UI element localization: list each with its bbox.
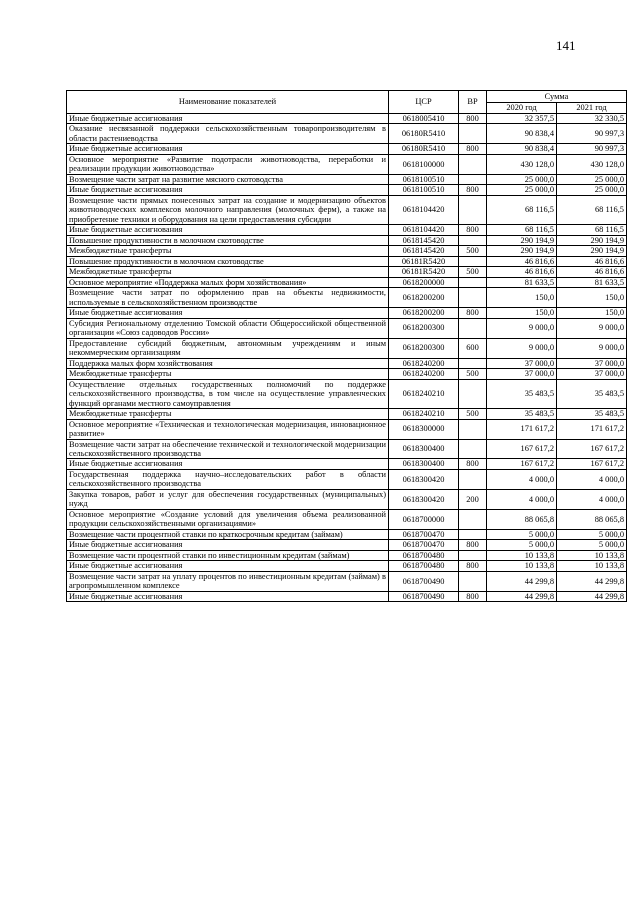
row-sum-2021: 35 483,5 [557,379,627,408]
row-sum-2020: 25 000,0 [487,174,557,184]
row-sum-2021: 290 194,9 [557,235,627,245]
row-vr: 500 [459,246,487,256]
table-row [67,469,627,489]
row-name: Поддержка малых форм хозяйствования [67,358,389,368]
row-sum-2021: 167 617,2 [557,459,627,469]
row-sum-2021: 290 194,9 [557,246,627,256]
table-row [67,256,627,266]
row-name: Возмещение части затрат на развитие мясного скотоводства [67,174,389,184]
row-sum-2020: 46 816,6 [487,267,557,277]
row-name: Возмещение части прямых понесенных затрат на создание и модернизацию объектов животноводческих комплексов молочного направления (молочных ферм), а также на приобретение техники и оборудования на цели предоставления субсидии [67,195,389,224]
row-name: Возмещение части затрат по оформлению прав на объекты недвижимости, используемые в сельскохозяйственном производстве [67,288,389,308]
row-sum-2020: 68 116,5 [487,195,557,224]
table-row [67,561,627,571]
row-vr: 800 [459,185,487,195]
row-csr: 0618200200 [389,288,459,308]
row-sum-2021: 90 997,3 [557,144,627,154]
table-row [67,369,627,379]
table-row [67,459,627,469]
row-csr: 0618300420 [389,469,459,489]
row-name: Иные бюджетные ассигнования [67,308,389,318]
row-csr: 0618240210 [389,379,459,408]
row-csr: 0618200000 [389,277,459,287]
row-csr: 0618700490 [389,591,459,601]
row-name: Государственная поддержка научно–исследовательских работ в области сельскохозяйственного производства [67,469,389,489]
row-vr: 800 [459,144,487,154]
row-sum-2021: 46 816,6 [557,256,627,266]
table-row [67,439,627,459]
row-csr: 0618700480 [389,561,459,571]
row-sum-2021: 5 000,0 [557,540,627,550]
row-sum-2020: 167 617,2 [487,439,557,459]
row-csr: 0618700000 [389,509,459,529]
table-row [67,529,627,539]
row-csr: 0618200300 [389,338,459,358]
table-row [67,288,627,308]
row-sum-2020: 81 633,5 [487,277,557,287]
row-csr: 06181R5420 [389,267,459,277]
row-name: Основное мероприятие «Создание условий для увеличения объема реализованной продукции сельскохозяйственными организациями» [67,509,389,529]
row-csr: 0618300420 [389,489,459,509]
table-row [67,338,627,358]
table-row [67,185,627,195]
row-csr: 0618145420 [389,246,459,256]
budget-table [66,90,627,602]
row-sum-2021: 150,0 [557,308,627,318]
row-csr: 0618100000 [389,154,459,174]
row-name: Возмещение части процентной ставки по краткосрочным кредитам (займам) [67,529,389,539]
header-vr: ВР [459,91,487,114]
row-csr: 0618005410 [389,114,459,124]
row-name: Повышение продуктивности в молочном скотоводстве [67,235,389,245]
row-sum-2020: 9 000,0 [487,338,557,358]
row-sum-2021: 32 330,5 [557,114,627,124]
row-sum-2021: 150,0 [557,288,627,308]
table-row [67,267,627,277]
row-sum-2020: 430 128,0 [487,154,557,174]
row-vr [459,529,487,539]
row-csr: 0618700470 [389,540,459,550]
row-sum-2021: 68 116,5 [557,195,627,224]
row-name: Основное мероприятие «Техническая и технологическая модернизация, инновационное развитие» [67,419,389,439]
table-row [67,154,627,174]
row-sum-2020: 44 299,8 [487,591,557,601]
row-csr: 0618700480 [389,550,459,560]
row-vr: 800 [459,561,487,571]
row-vr [459,509,487,529]
row-vr [459,174,487,184]
table-row [67,571,627,591]
row-vr [459,124,487,144]
row-sum-2020: 171 617,2 [487,419,557,439]
row-sum-2021: 167 617,2 [557,439,627,459]
row-vr: 500 [459,267,487,277]
page-number: 141 [556,38,576,53]
row-vr [459,154,487,174]
row-sum-2020: 5 000,0 [487,540,557,550]
table-row [67,509,627,529]
row-sum-2021: 9 000,0 [557,318,627,338]
row-sum-2021: 10 133,8 [557,561,627,571]
row-name: Иные бюджетные ассигнования [67,591,389,601]
row-name: Осуществление отдельных государственных полномочий по поддержке сельскохозяйственного производства, в том числе на осуществление управленческих функций органами местного самоуправления [67,379,389,408]
row-vr [459,256,487,266]
row-vr [459,469,487,489]
table-row [67,409,627,419]
table-row [67,318,627,338]
row-sum-2020: 9 000,0 [487,318,557,338]
table-row [67,419,627,439]
row-vr [459,235,487,245]
row-sum-2020: 4 000,0 [487,469,557,489]
row-sum-2021: 171 617,2 [557,419,627,439]
row-vr [459,318,487,338]
table-row [67,550,627,560]
row-name: Возмещение части затрат на уплату процентов по инвестиционным кредитам (займам) в агропромышленном комплексе [67,571,389,591]
header-year-2020: 2020 год [487,103,557,114]
table-row [67,235,627,245]
row-vr [459,550,487,560]
row-csr: 0618700470 [389,529,459,539]
row-name: Иные бюджетные ассигнования [67,144,389,154]
row-name: Межбюджетные трансферты [67,409,389,419]
row-sum-2020: 150,0 [487,308,557,318]
row-csr: 06180R5410 [389,124,459,144]
row-vr: 800 [459,308,487,318]
row-vr [459,288,487,308]
row-sum-2021: 44 299,8 [557,591,627,601]
row-vr [459,358,487,368]
row-sum-2020: 10 133,8 [487,561,557,571]
row-vr: 200 [459,489,487,509]
row-vr: 800 [459,459,487,469]
row-vr: 800 [459,540,487,550]
row-sum-2020: 88 065,8 [487,509,557,529]
row-sum-2021: 35 483,5 [557,409,627,419]
table-row [67,379,627,408]
row-sum-2020: 35 483,5 [487,379,557,408]
row-sum-2020: 290 194,9 [487,246,557,256]
row-sum-2021: 25 000,0 [557,185,627,195]
row-csr: 0618104420 [389,195,459,224]
row-sum-2021: 5 000,0 [557,529,627,539]
table-body [67,114,627,602]
row-sum-2020: 90 838,4 [487,124,557,144]
row-vr: 600 [459,338,487,358]
row-vr [459,439,487,459]
header-year-2021: 2021 год [557,103,627,114]
row-csr: 0618300000 [389,419,459,439]
row-sum-2020: 46 816,6 [487,256,557,266]
row-vr: 800 [459,591,487,601]
row-name: Возмещение части затрат на обеспечение технической и технологической модернизации сельскохозяйственного производства [67,439,389,459]
table-row [67,195,627,224]
row-name: Иные бюджетные ассигнования [67,561,389,571]
row-sum-2020: 10 133,8 [487,550,557,560]
row-csr: 0618240210 [389,409,459,419]
row-name: Предоставление субсидий бюджетным, автономным учреждениям и иным некоммерческим организациям [67,338,389,358]
table-row [67,591,627,601]
row-sum-2021: 90 997,3 [557,124,627,144]
row-name: Закупка товаров, работ и услуг для обеспечения государственных (муниципальных) нужд [67,489,389,509]
row-sum-2020: 150,0 [487,288,557,308]
row-sum-2021: 44 299,8 [557,571,627,591]
row-sum-2020: 5 000,0 [487,529,557,539]
row-sum-2021: 37 000,0 [557,369,627,379]
table-row [67,308,627,318]
row-name: Иные бюджетные ассигнования [67,114,389,124]
row-sum-2021: 37 000,0 [557,358,627,368]
row-sum-2020: 167 617,2 [487,459,557,469]
header-name: Наименование показателей [67,91,389,114]
row-vr: 800 [459,225,487,235]
row-vr: 800 [459,114,487,124]
header-sum: Сумма [487,91,627,103]
row-sum-2021: 4 000,0 [557,469,627,489]
row-sum-2021: 68 116,5 [557,225,627,235]
table-row [67,144,627,154]
row-csr: 0618300400 [389,459,459,469]
row-sum-2020: 4 000,0 [487,489,557,509]
row-csr: 0618104420 [389,225,459,235]
row-sum-2021: 88 065,8 [557,509,627,529]
row-name: Межбюджетные трансферты [67,369,389,379]
row-name: Возмещение части процентной ставки по инвестиционным кредитам (займам) [67,550,389,560]
table-row [67,489,627,509]
table-row [67,358,627,368]
row-vr [459,379,487,408]
row-sum-2021: 9 000,0 [557,338,627,358]
table-row [67,114,627,124]
row-csr: 0618240200 [389,358,459,368]
row-sum-2021: 10 133,8 [557,550,627,560]
row-sum-2020: 32 357,5 [487,114,557,124]
row-sum-2020: 37 000,0 [487,358,557,368]
row-vr [459,195,487,224]
row-csr: 0618100510 [389,174,459,184]
row-csr: 0618145420 [389,235,459,245]
table-row [67,246,627,256]
table-row [67,225,627,235]
row-sum-2021: 4 000,0 [557,489,627,509]
row-name: Основное мероприятие «Поддержка малых форм хозяйствования» [67,277,389,287]
row-csr: 0618240200 [389,369,459,379]
row-name: Иные бюджетные ассигнования [67,459,389,469]
table-row [67,174,627,184]
row-sum-2020: 35 483,5 [487,409,557,419]
table-row [67,540,627,550]
row-vr: 500 [459,369,487,379]
row-vr [459,277,487,287]
row-csr: 0618200200 [389,308,459,318]
row-sum-2021: 25 000,0 [557,174,627,184]
row-name: Иные бюджетные ассигнования [67,185,389,195]
row-name: Иные бюджетные ассигнования [67,540,389,550]
row-name: Повышение продуктивности в молочном скотоводстве [67,256,389,266]
header-csr: ЦСР [389,91,459,114]
row-sum-2021: 81 633,5 [557,277,627,287]
row-name: Субсидия Региональному отделению Томской области Общероссийской общественной организации «Союз садоводов России» [67,318,389,338]
row-vr: 500 [459,409,487,419]
row-csr: 0618300400 [389,439,459,459]
row-csr: 0618100510 [389,185,459,195]
table-row [67,277,627,287]
row-name: Основное мероприятие «Развитие подотрасли животноводства, переработки и реализации продукции животноводства» [67,154,389,174]
row-sum-2020: 37 000,0 [487,369,557,379]
row-vr [459,419,487,439]
row-sum-2020: 290 194,9 [487,235,557,245]
row-sum-2020: 68 116,5 [487,225,557,235]
row-sum-2021: 46 816,6 [557,267,627,277]
row-name: Иные бюджетные ассигнования [67,225,389,235]
row-name: Межбюджетные трансферты [67,267,389,277]
row-csr: 0618700490 [389,571,459,591]
row-sum-2021: 430 128,0 [557,154,627,174]
row-vr [459,571,487,591]
row-sum-2020: 44 299,8 [487,571,557,591]
row-csr: 06181R5420 [389,256,459,266]
table-row [67,124,627,144]
row-sum-2020: 25 000,0 [487,185,557,195]
row-sum-2020: 90 838,4 [487,144,557,154]
row-csr: 0618200300 [389,318,459,338]
row-name: Оказание несвязанной поддержки сельскохозяйственным товаропроизводителям в области растениеводства [67,124,389,144]
table-header [67,91,627,114]
row-name: Межбюджетные трансферты [67,246,389,256]
row-csr: 06180R5410 [389,144,459,154]
